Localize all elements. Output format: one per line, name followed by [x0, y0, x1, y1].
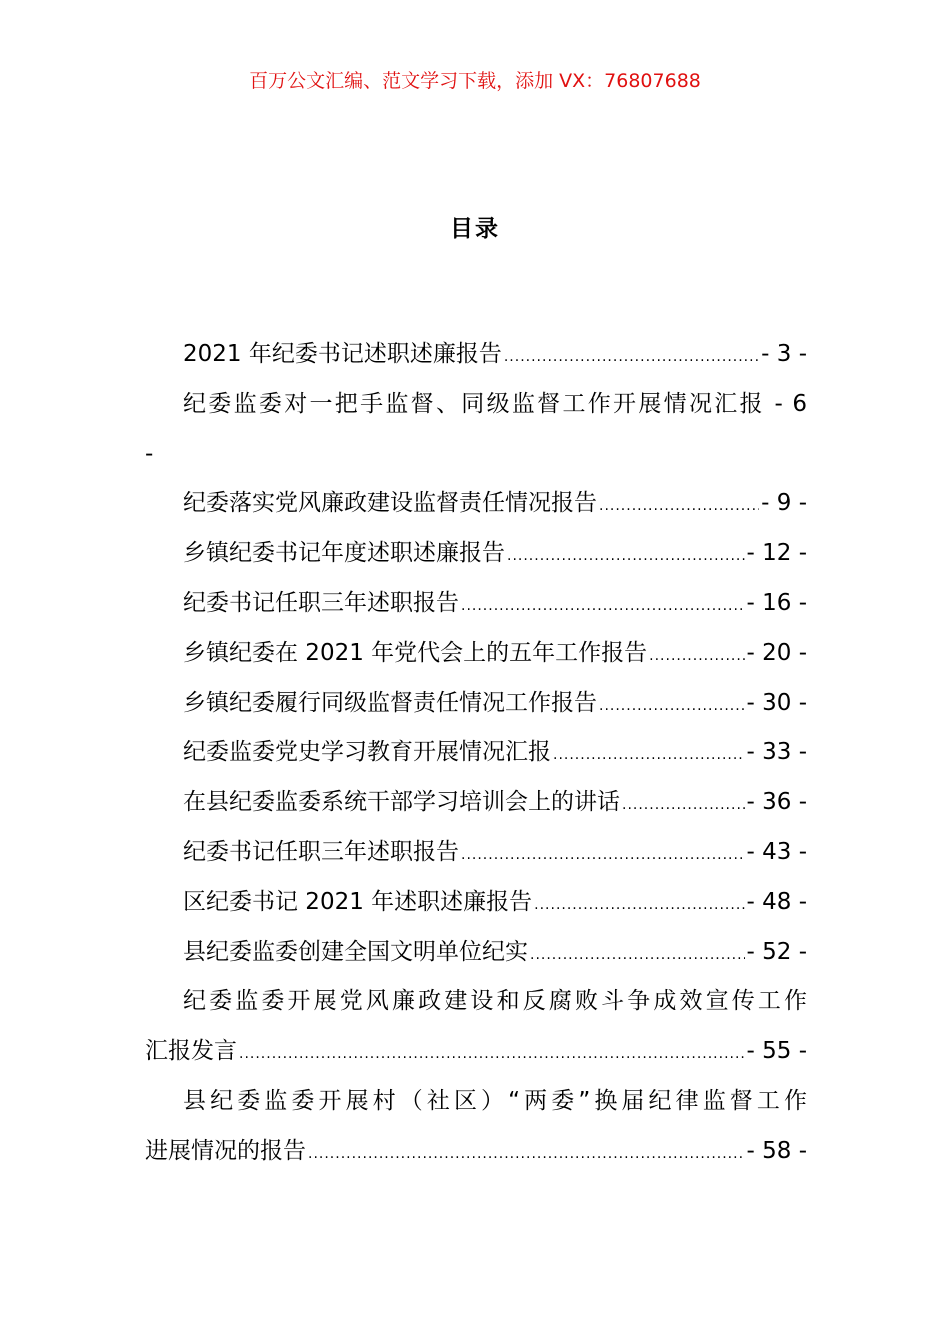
toc-leader-dots	[461, 831, 745, 878]
toc-entry[interactable]	[145, 579, 807, 629]
toc-leader-dots	[649, 632, 744, 679]
toc-entry-title: 县纪委监委创建全国文明单位纪实	[183, 938, 528, 965]
toc-entry[interactable]	[145, 479, 807, 529]
toc-entry-page: - 36 -	[746, 789, 807, 816]
toc-entry-continuation[interactable]	[145, 1127, 807, 1177]
toc-leader-dots	[461, 582, 745, 629]
toc-entry[interactable]	[145, 330, 807, 380]
toc-leader-dots	[504, 333, 759, 380]
toc-leader-dots	[530, 931, 745, 978]
toc-entry[interactable]	[145, 828, 807, 878]
toc-leader-dots	[599, 482, 759, 529]
toc-entry-title: 2021 年纪委书记述职述廉报告	[183, 341, 502, 367]
toc-leader-dots	[599, 682, 745, 729]
toc-entry[interactable]	[145, 977, 807, 1027]
header-contact-text: 百万公文汇编、范文学习下载，添加 VX：76807688	[249, 70, 701, 92]
toc-entry-title: 在县纪委监委系统干部学习培训会上的讲话	[183, 789, 620, 816]
toc-entry-page: - 58 -	[746, 1137, 807, 1164]
toc-leader-dots	[308, 1130, 745, 1177]
toc-entry-page: - 20 -	[746, 639, 807, 666]
toc-entry[interactable]	[145, 1077, 807, 1127]
toc-entry-title: 纪委监委开展党风廉政建设和反腐败斗争成效宣传工作	[183, 988, 807, 1015]
toc-entry[interactable]	[145, 728, 807, 778]
toc-entry-page: - 3 -	[761, 341, 807, 367]
toc-entry-continuation[interactable]	[145, 430, 807, 480]
toc-entry[interactable]	[145, 679, 807, 729]
toc-entry-title: 纪委监委党史学习教育开展情况汇报	[183, 739, 551, 766]
toc-entry-title: 纪委落实党风廉政建设监督责任情况报告	[183, 490, 597, 517]
toc-leader-dots	[239, 1030, 745, 1077]
toc-leader-dots	[534, 881, 744, 928]
toc-entry[interactable]	[145, 629, 807, 679]
toc-entry-page: - 12 -	[746, 540, 807, 567]
toc-entry-page: - 55 -	[746, 1038, 807, 1065]
toc-entry[interactable]	[145, 529, 807, 579]
toc-entry-title: 纪委监委对一把手监督、同级监督工作开展情况汇报 - 6	[183, 390, 807, 417]
toc-entry-continuation[interactable]	[145, 1027, 807, 1077]
toc-entry[interactable]	[145, 778, 807, 828]
toc-entry-title-continued: 进展情况的报告	[145, 1137, 306, 1164]
toc-entry-title: 纪委书记任职三年述职报告	[183, 838, 459, 865]
toc-entry-title: 纪委书记任职三年述职报告	[183, 589, 459, 616]
toc-entry-page: - 16 -	[746, 589, 807, 616]
table-of-contents	[145, 330, 807, 1177]
toc-entry-title: 乡镇纪委在 2021 年党代会上的五年工作报告	[183, 639, 648, 666]
toc-entry-page: - 33 -	[746, 739, 807, 766]
toc-entry[interactable]	[145, 380, 807, 430]
toc-entry-title: 乡镇纪委书记年度述职述廉报告	[183, 540, 505, 567]
toc-entry-title: 区纪委书记 2021 年述职述廉报告	[183, 888, 533, 915]
toc-entry-title: 县纪委监委开展村（社区）“两委”换届纪律监督工作	[183, 1087, 807, 1114]
toc-entry-page: - 30 -	[746, 689, 807, 716]
toc-entry-title: 乡镇纪委履行同级监督责任情况工作报告	[183, 689, 597, 716]
page-title: 目录	[450, 216, 500, 242]
toc-entry-page: - 43 -	[746, 838, 807, 865]
toc-entry-page: - 9 -	[761, 490, 807, 517]
toc-entry-title-continued: 汇报发言	[145, 1038, 237, 1065]
toc-entry-title-continued: -	[145, 440, 154, 467]
toc-entry-page: - 52 -	[746, 938, 807, 965]
toc-entry[interactable]	[145, 878, 807, 928]
toc-entry-page: - 48 -	[746, 888, 807, 915]
toc-leader-dots	[622, 781, 745, 828]
toc-leader-dots	[553, 731, 745, 778]
toc-leader-dots	[507, 532, 745, 579]
toc-entry[interactable]	[145, 928, 807, 978]
